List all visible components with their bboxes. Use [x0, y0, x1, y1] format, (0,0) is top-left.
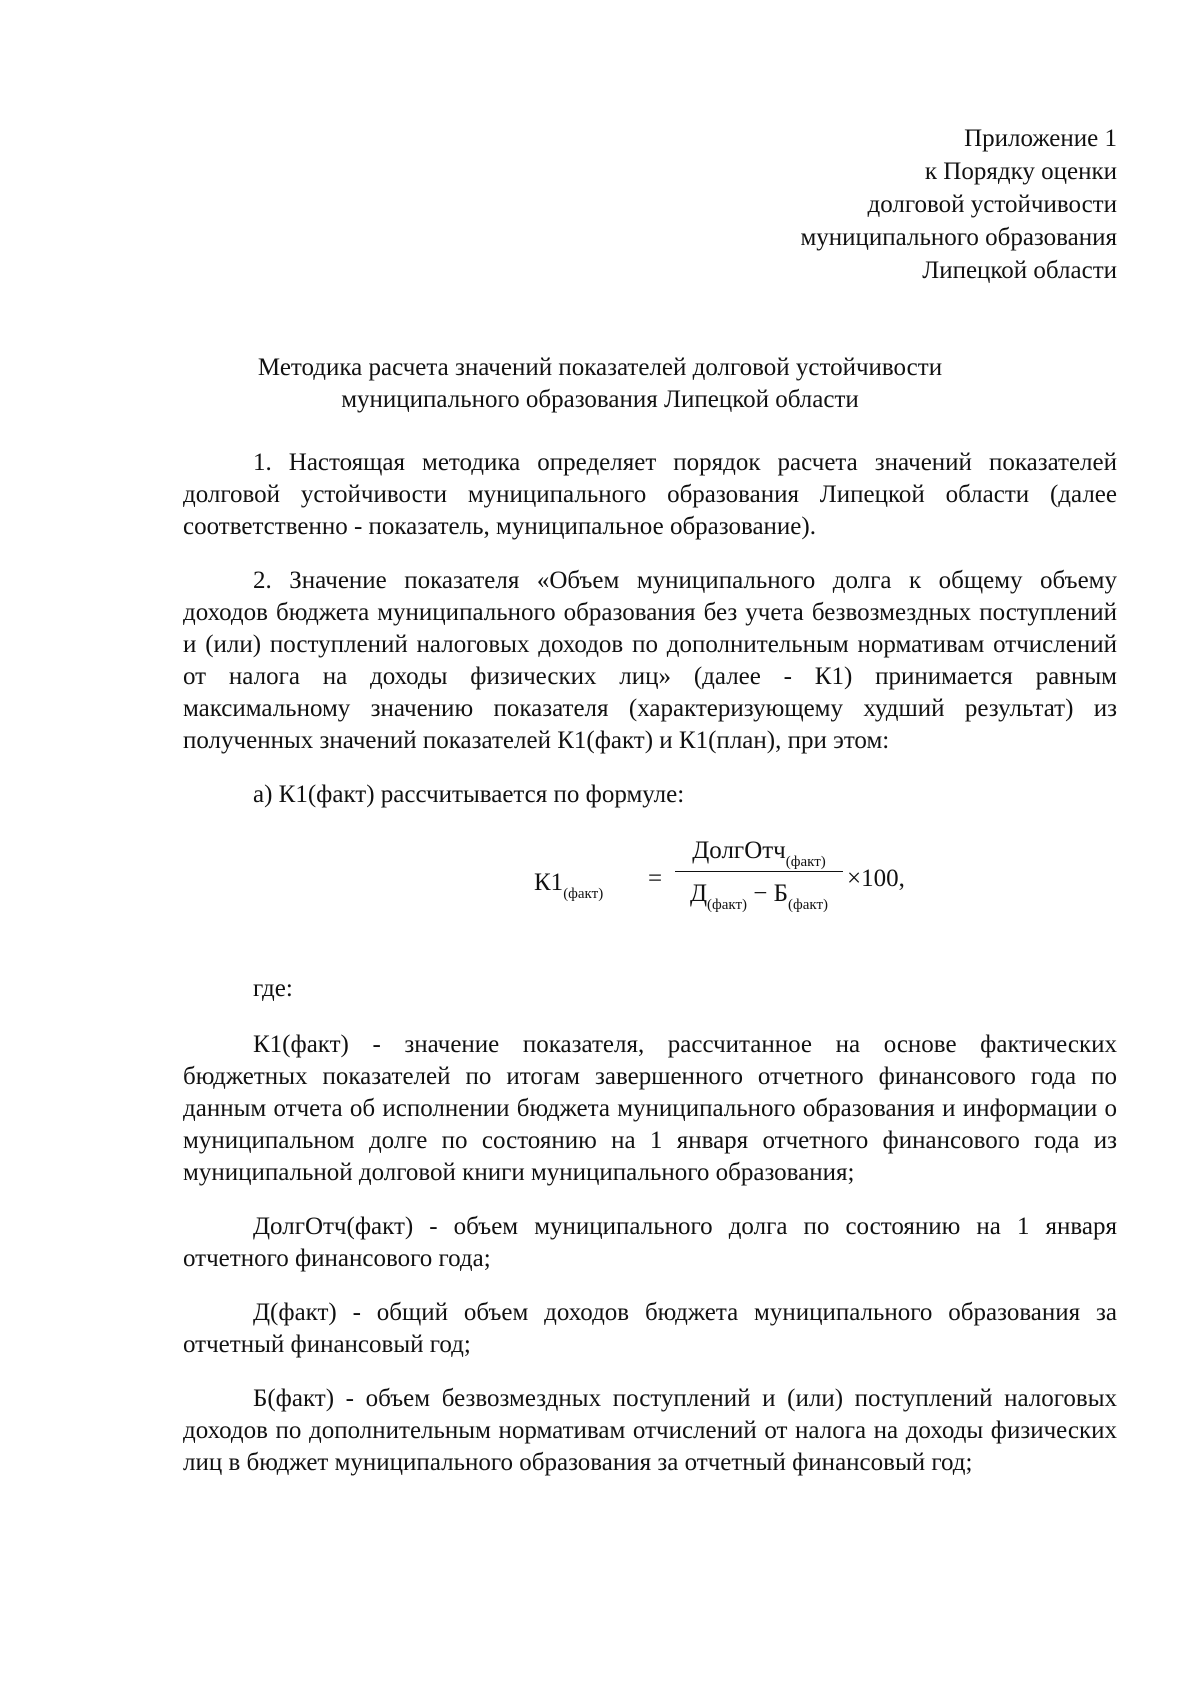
- formula-fraction: [675, 833, 843, 912]
- numerator-symbol: ДолгОтч: [692, 837, 786, 864]
- appendix-line: Приложение 1: [964, 125, 1117, 152]
- definition-k1-fact: К1(факт) - значение показателя, рассчитанное на основе фактических бюджетных показателей по итогам завершенного отчетного финансового года по данным отчета об исполнении бюджета муниципального образования и информации о муниципальном долге по состоянию на 1 января отчетного финансового года из муниципальной долговой книги муниципального образования;: [183, 1031, 1117, 1186]
- denominator-minus: −: [747, 880, 774, 907]
- denominator-subscript-b: (факт): [788, 897, 829, 913]
- paragraph-1: 1. Настоящая методика определяет порядок расчета значений показателей долговой устойчивости муниципального образования Липецкой области (далее соответственно - показатель, муниципальное образование).: [183, 449, 1117, 540]
- denominator-subscript-d: (факт): [707, 897, 748, 913]
- appendix-line: к Порядку оценки: [924, 158, 1117, 185]
- fraction-bar: [675, 871, 843, 872]
- appendix-line: Липецкой области: [922, 257, 1117, 284]
- appendix-line: муниципального образования: [800, 224, 1117, 251]
- numerator-subscript: (факт): [785, 854, 826, 870]
- paragraph-2: 2. Значение показателя «Объем муниципального долга к общему объему доходов бюджета муниципального образования без учета безвозмездных поступлений и (или) поступлений налоговых доходов по дополнительным нормативам отчислений от налога на доходы физических лиц» (далее - К1) принимается равным максимальному значению показателя (характеризующему худший результат) из полученных значений показателей К1(факт) и К1(план), при этом:: [183, 567, 1117, 754]
- formula-lhs-subscript: (факт): [563, 886, 604, 902]
- document-body: [183, 447, 1117, 1501]
- definition-dolgotch-fact: ДолгОтч(факт) - объем муниципального долга по состоянию на 1 января отчетного финансового года;: [183, 1213, 1117, 1272]
- formula-k1-fact: [183, 833, 1117, 929]
- definition-d-fact: Д(факт) - общий объем доходов бюджета муниципального образования за отчетный финансовый год;: [183, 1299, 1117, 1358]
- title-line-1: Методика расчета значений показателей долговой устойчивости: [257, 354, 943, 381]
- appendix-header: [800, 122, 1117, 287]
- paragraph-where: где:: [253, 975, 293, 1002]
- appendix-line: долговой устойчивости: [867, 191, 1117, 218]
- document-title: [0, 352, 1200, 416]
- formula-equals: =: [648, 865, 663, 892]
- definition-b-fact: Б(факт) - объем безвозмездных поступлений и (или) поступлений налоговых доходов по дополнительным нормативам отчислений от налога на доходы физических лиц в бюджет муниципального образования за отчетный финансовый год;: [183, 1385, 1117, 1476]
- formula-lhs: [534, 867, 603, 902]
- formula-lhs-symbol: К1: [534, 869, 564, 896]
- denominator-symbol-b: Б: [773, 880, 789, 907]
- denominator-symbol-d: Д: [689, 880, 708, 907]
- formula-numerator: [675, 833, 843, 869]
- paragraph-formula-intro: а) К1(факт) рассчитывается по формуле:: [253, 781, 685, 808]
- formula-denominator: [675, 876, 843, 912]
- formula-multiplier: ×100,: [847, 865, 905, 892]
- title-line-2: муниципального образования Липецкой области: [341, 386, 859, 413]
